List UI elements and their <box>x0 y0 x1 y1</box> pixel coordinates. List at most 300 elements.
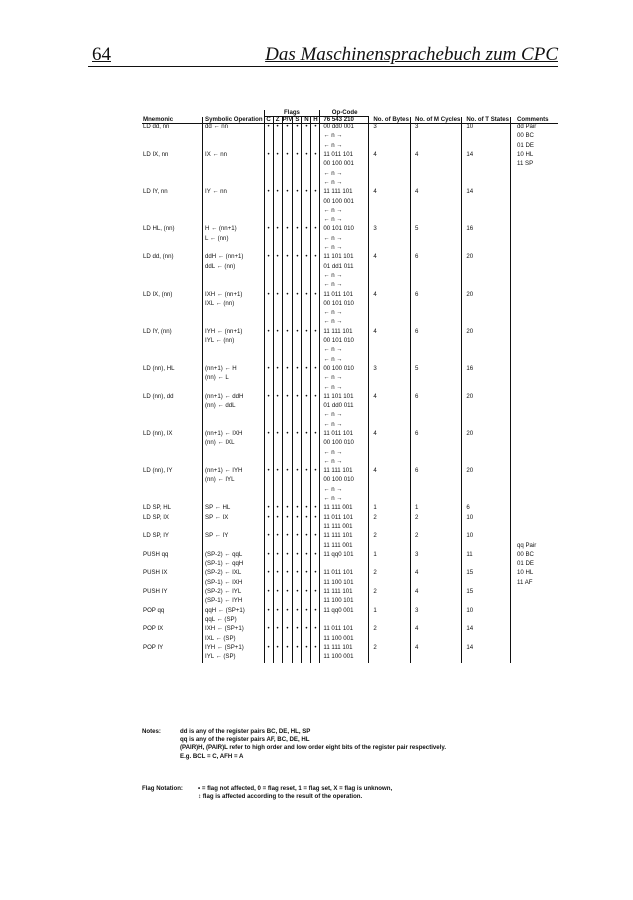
symbolic-cell: (nn) ← IYL <box>203 477 265 486</box>
states-cell: 20 <box>462 292 511 301</box>
flag-cell: • <box>264 152 273 161</box>
comment-cell <box>511 236 559 245</box>
flag-cell <box>264 412 273 421</box>
flag-cell: • <box>282 608 293 617</box>
bytes-cell <box>369 403 411 412</box>
flag-cell: • <box>264 254 273 263</box>
flag-notation-body <box>198 785 392 801</box>
flag-cell <box>282 375 293 384</box>
bytes-cell <box>369 375 411 384</box>
bytes-cell <box>369 310 411 319</box>
flag-cell <box>264 208 273 217</box>
flags-group-header: Flags <box>264 110 320 117</box>
flag-cell: • <box>302 608 311 617</box>
table-row <box>142 487 558 496</box>
comment-cell <box>511 487 559 496</box>
opcode-cell: 00 100 010 <box>323 364 354 372</box>
notes-body <box>180 728 446 761</box>
symbolic-cell: qqL ← (SP) <box>203 617 265 626</box>
flag-cell <box>293 301 302 310</box>
flag-cell <box>302 161 311 170</box>
opcode-cell: 11 qq0 101 <box>323 550 354 558</box>
flag-cell <box>282 450 293 459</box>
flag-cell <box>264 654 273 663</box>
flag-cell <box>264 273 273 282</box>
comment-cell <box>511 199 559 208</box>
mnemonic-cell: LD (nn), dd <box>143 392 174 400</box>
flag-cell: • <box>311 533 320 542</box>
mnemonic-cell <box>142 161 203 170</box>
comment-cell <box>511 375 559 384</box>
opcode-cell: ← n → <box>323 178 343 186</box>
flag-cell: • <box>273 366 282 375</box>
symbolic-cell <box>203 161 265 170</box>
comment-cell <box>511 319 559 328</box>
cycles-cell: 6 <box>410 431 461 440</box>
flag-cell: • <box>282 329 293 338</box>
symbolic-cell: (SP-1) ← IYH <box>203 598 265 607</box>
flag-cell <box>282 264 293 273</box>
table-row <box>142 412 558 421</box>
states-cell <box>462 487 511 496</box>
flag-cell: • <box>273 394 282 403</box>
opcode-cell: ← n → <box>323 244 343 252</box>
flag-cell: • <box>273 468 282 477</box>
flag-cell <box>282 161 293 170</box>
flag-cell <box>311 161 320 170</box>
flag-cell <box>264 236 273 245</box>
flag-cell: • <box>293 366 302 375</box>
flag-cell: • <box>311 645 320 654</box>
symbolic-cell: IYL ← (SP) <box>203 654 265 663</box>
states-cell <box>462 477 511 486</box>
opcode-cell: 11 011 101 <box>323 429 353 437</box>
flag-cell <box>264 338 273 347</box>
opcode-bits-header: 76 543 210 <box>320 117 369 124</box>
flag-cell <box>264 133 273 142</box>
flag-cell: • <box>311 608 320 617</box>
comment-cell: 11 SP <box>517 160 534 168</box>
flag-cell: • <box>282 645 293 654</box>
flag-cell: • <box>302 394 311 403</box>
states-cell: 14 <box>462 189 511 198</box>
symbolic-cell <box>203 171 265 180</box>
flag-cell: • <box>311 366 320 375</box>
comment-cell <box>511 450 559 459</box>
cycles-cell: 6 <box>410 468 461 477</box>
mnemonic-cell: PUSH qq <box>143 550 169 558</box>
comment-cell <box>511 385 559 394</box>
bytes-cell: 1 <box>369 505 411 514</box>
flag-cell <box>293 161 302 170</box>
cycles-cell <box>410 636 461 645</box>
flag-cell: • <box>311 570 320 579</box>
states-cell: 20 <box>462 254 511 263</box>
cycles-cell: 4 <box>410 589 461 598</box>
flag-cell <box>273 310 282 319</box>
cycles-cell <box>410 385 461 394</box>
mnemonic-cell: LD dd, nn <box>143 123 170 131</box>
states-cell: 20 <box>462 329 511 338</box>
states-cell <box>462 403 511 412</box>
bytes-cell: 4 <box>369 431 411 440</box>
states-cell: 10 <box>462 515 511 524</box>
cycles-cell <box>410 161 461 170</box>
flag-cell: • <box>264 505 273 514</box>
flag-cell <box>311 199 320 208</box>
flag-cell <box>311 273 320 282</box>
comment-cell <box>511 208 559 217</box>
flag-cell: • <box>282 394 293 403</box>
flag-cell: • <box>273 152 282 161</box>
cycles-cell <box>410 310 461 319</box>
states-cell: 6 <box>462 505 511 514</box>
symbolic-cell <box>203 450 265 459</box>
cycles-cell <box>410 143 461 152</box>
flag-cell <box>302 338 311 347</box>
comment-cell <box>511 189 559 198</box>
flag-cell <box>282 133 293 142</box>
bytes-cell <box>369 199 411 208</box>
states-cell <box>462 440 511 449</box>
opcode-cell: 01 dd1 011 <box>323 262 354 270</box>
comment-cell <box>511 347 559 356</box>
comment-cell <box>511 329 559 338</box>
table-row <box>142 124 558 134</box>
flag-cell: • <box>264 468 273 477</box>
flag-cell: • <box>264 292 273 301</box>
flag-cell: • <box>311 189 320 198</box>
flag-cell: • <box>302 589 311 598</box>
bytes-header: No. of Bytes <box>369 117 411 124</box>
bytes-cell: 1 <box>369 552 411 561</box>
comment-cell <box>511 292 559 301</box>
cycles-cell <box>410 180 461 189</box>
mnemonic-cell: POP IX <box>143 625 164 633</box>
opcode-cell: ← n → <box>323 420 343 428</box>
opcode-cell: ← n → <box>323 383 343 391</box>
mnemonic-cell <box>142 199 203 208</box>
bytes-cell <box>369 273 411 282</box>
flag-cell <box>273 487 282 496</box>
flag-cell <box>273 347 282 356</box>
flag-cell <box>273 199 282 208</box>
opcode-cell: ← n → <box>323 206 343 214</box>
states-cell <box>462 236 511 245</box>
states-cell: 14 <box>462 152 511 161</box>
comment-cell <box>511 598 559 607</box>
flag-cell <box>302 133 311 142</box>
flag-cell: • <box>302 366 311 375</box>
cycles-cell: 6 <box>410 394 461 403</box>
notes <box>142 728 562 761</box>
flag-cell: • <box>293 626 302 635</box>
bytes-cell <box>369 161 411 170</box>
states-cell <box>462 264 511 273</box>
flag-cell: • <box>273 552 282 561</box>
flag-cell <box>273 133 282 142</box>
states-cell <box>462 208 511 217</box>
flag-cell <box>282 403 293 412</box>
bytes-cell <box>369 450 411 459</box>
flag-cell: • <box>311 394 320 403</box>
flag-cell <box>293 133 302 142</box>
flag-cell <box>311 440 320 449</box>
cycles-cell: 6 <box>410 292 461 301</box>
mnemonic-cell: PUSH IY <box>143 588 168 596</box>
bytes-cell <box>369 412 411 421</box>
flag-cell <box>293 487 302 496</box>
comment-cell <box>511 636 559 645</box>
flag-cell: • <box>264 394 273 403</box>
flag-cell <box>302 450 311 459</box>
opcode-cell: 11 100 001 <box>323 634 354 642</box>
flag-cell: • <box>302 533 311 542</box>
opcode-cell: 11 100 101 <box>323 597 354 605</box>
flag-cell: • <box>264 366 273 375</box>
symbolic-cell <box>203 310 265 319</box>
comment-cell: 01 DE <box>517 560 534 568</box>
flag-cell <box>264 450 273 459</box>
flag-cell <box>264 199 273 208</box>
states-cell: 15 <box>462 570 511 579</box>
flag-cell <box>302 403 311 412</box>
flag-cell <box>293 310 302 319</box>
flag-cell: • <box>273 505 282 514</box>
flag-cell: • <box>293 329 302 338</box>
opcode-cell: 00 dd0 001 <box>323 123 354 131</box>
flag-cell <box>293 338 302 347</box>
opcode-cell: ← n → <box>323 281 343 289</box>
opcode-cell: 00 100 010 <box>323 439 354 447</box>
opcode-cell: 11 011 101 <box>323 625 353 633</box>
opcode-cell: ← n → <box>323 448 343 456</box>
bytes-cell <box>369 347 411 356</box>
flag-cell: • <box>264 515 273 524</box>
flag-cell <box>273 338 282 347</box>
flag-cell <box>273 208 282 217</box>
cycles-cell <box>410 496 461 505</box>
flag-notation <box>142 785 562 801</box>
opcode-cell: ← n → <box>323 318 343 326</box>
bytes-cell: 2 <box>369 570 411 579</box>
opcode-cell: 00 100 010 <box>323 476 354 484</box>
mnemonic-cell <box>142 236 203 245</box>
states-cell: 14 <box>462 626 511 635</box>
table-row <box>142 347 558 356</box>
opcode-cell: ← n → <box>323 374 343 382</box>
cycles-cell <box>410 245 461 254</box>
flag-cell: • <box>302 152 311 161</box>
cycles-cell: 4 <box>410 152 461 161</box>
flag-cell <box>293 450 302 459</box>
flag-cell <box>311 403 320 412</box>
table-row <box>142 273 558 282</box>
flag-cell: • <box>282 366 293 375</box>
flag-cell <box>302 347 311 356</box>
flag-cell <box>264 347 273 356</box>
states-cell: 10 <box>462 608 511 617</box>
flag-cell: • <box>282 292 293 301</box>
flag-cell: • <box>273 645 282 654</box>
table-row <box>142 161 558 170</box>
flag-cell <box>273 440 282 449</box>
flag-cell <box>264 171 273 180</box>
flag-cell <box>311 487 320 496</box>
comment-cell: qq Pair <box>517 541 537 549</box>
comment-cell <box>511 608 559 617</box>
opcode-cell: ← n → <box>323 271 343 279</box>
states-cell: 20 <box>462 431 511 440</box>
flag-cell <box>302 412 311 421</box>
cycles-cell: 2 <box>410 515 461 524</box>
flag-cell: • <box>273 189 282 198</box>
opcode-cell: ← n → <box>323 355 343 363</box>
cycles-cell <box>410 450 461 459</box>
flag-cell: • <box>293 226 302 235</box>
flag-cell: • <box>273 124 282 134</box>
symbolic-cell: SP ← IX <box>203 515 265 524</box>
comment-cell: dd Pair <box>517 123 537 131</box>
comment-cell <box>511 254 559 263</box>
comment-cell <box>511 617 559 626</box>
flag-cell <box>282 654 293 663</box>
mnemonic-cell <box>142 310 203 319</box>
states-cell: 20 <box>462 394 511 403</box>
flag-cell: • <box>311 431 320 440</box>
flag-cell <box>273 301 282 310</box>
bytes-cell: 4 <box>369 394 411 403</box>
cycles-cell <box>410 477 461 486</box>
note-line: E.g. BCL = C, AFH = A <box>180 752 244 760</box>
flag-cell <box>311 450 320 459</box>
table-row <box>142 375 558 384</box>
cycles-cell: 4 <box>410 570 461 579</box>
flag-cell <box>293 477 302 486</box>
cycles-cell: 5 <box>410 226 461 235</box>
table-row <box>142 171 558 180</box>
flag-cell <box>302 440 311 449</box>
flag-cell: • <box>282 189 293 198</box>
flag-cell: • <box>302 124 311 134</box>
flag-cell: • <box>282 515 293 524</box>
flag-cell <box>311 171 320 180</box>
mnemonic-cell: LD SP, IX <box>143 513 169 521</box>
symbolic-cell: (SP-2) ← IXL <box>203 570 265 579</box>
flag-cell <box>293 403 302 412</box>
cycles-cell <box>410 561 461 570</box>
flag-cell: • <box>302 226 311 235</box>
bytes-cell <box>369 301 411 310</box>
flag-cell <box>302 654 311 663</box>
comment-cell <box>511 310 559 319</box>
bytes-cell: 4 <box>369 189 411 198</box>
states-cell: 16 <box>462 226 511 235</box>
flag-cell: • <box>311 589 320 598</box>
symbolic-cell: qqH ← (SP+1) <box>203 608 265 617</box>
states-cell: 11 <box>462 552 511 561</box>
flag-cell: • <box>264 533 273 542</box>
bytes-cell: 4 <box>369 152 411 161</box>
flag-cell: • <box>293 394 302 403</box>
opcode-cell: 00 101 010 <box>323 337 354 345</box>
flag-cell <box>311 347 320 356</box>
table-row <box>142 301 558 310</box>
flag-header-4: N <box>302 117 311 124</box>
flag-cell: • <box>273 329 282 338</box>
mnemonic-cell: PUSH IX <box>143 569 168 577</box>
symbolic-cell <box>203 347 265 356</box>
flag-cell: • <box>302 431 311 440</box>
bytes-cell: 4 <box>369 254 411 263</box>
mnemonic-cell: LD IX, (nn) <box>143 290 173 298</box>
table-row <box>142 477 558 486</box>
symbolic-cell <box>203 412 265 421</box>
cycles-cell: 3 <box>410 124 461 134</box>
book-title: Das Maschinensprachebuch zum CPC <box>265 44 558 65</box>
flag-cell: • <box>293 608 302 617</box>
mnemonic-cell: POP IY <box>143 643 164 651</box>
flag-cell: • <box>273 570 282 579</box>
comment-cell <box>511 338 559 347</box>
symbolic-cell: (SP-1) ← qqH <box>203 561 265 570</box>
flag-cell: • <box>293 645 302 654</box>
flag-cell <box>273 412 282 421</box>
mnemonic-header: Mnemonic <box>142 117 203 124</box>
flag-cell: • <box>264 329 273 338</box>
flag-cell <box>282 199 293 208</box>
opcode-cell: ← n → <box>323 141 343 149</box>
comment-cell <box>511 654 559 663</box>
flag-cell: • <box>311 626 320 635</box>
opcode-cell: 11 101 101 <box>323 253 354 261</box>
flag-cell: • <box>311 515 320 524</box>
flag-cell <box>264 440 273 449</box>
cycles-cell: 3 <box>410 608 461 617</box>
mnemonic-cell <box>142 273 203 282</box>
flag-cell: • <box>273 533 282 542</box>
flag-cell: • <box>264 608 273 617</box>
opcode-cell: 11 111 101 <box>323 467 353 475</box>
flag-cell: • <box>264 645 273 654</box>
flag-cell <box>264 487 273 496</box>
comment-cell <box>511 431 559 440</box>
flag-cell: • <box>282 552 293 561</box>
bytes-cell: 3 <box>369 226 411 235</box>
flag-cell <box>264 301 273 310</box>
flag-cell <box>293 654 302 663</box>
flag-cell <box>273 236 282 245</box>
flag-cell <box>282 301 293 310</box>
flag-cell <box>302 236 311 245</box>
flag-notation-label: Flag Notation: <box>142 785 183 792</box>
flag-cell: • <box>293 431 302 440</box>
flag-cell: • <box>302 189 311 198</box>
symbolic-cell: ddL ← (nn) <box>203 264 265 273</box>
cycles-cell <box>410 199 461 208</box>
opcode-cell: 11 111 101 <box>323 327 353 335</box>
symbolic-cell <box>203 208 265 217</box>
mnemonic-cell: LD SP, IY <box>143 532 169 540</box>
comment-cell <box>511 515 559 524</box>
flag-cell: • <box>282 570 293 579</box>
bytes-cell: 1 <box>369 608 411 617</box>
flag-cell: • <box>264 626 273 635</box>
symbolic-cell: (nn+1) ← IXH <box>203 431 265 440</box>
comment-cell <box>511 505 559 514</box>
flag-cell: • <box>311 292 320 301</box>
flag-cell: • <box>264 552 273 561</box>
